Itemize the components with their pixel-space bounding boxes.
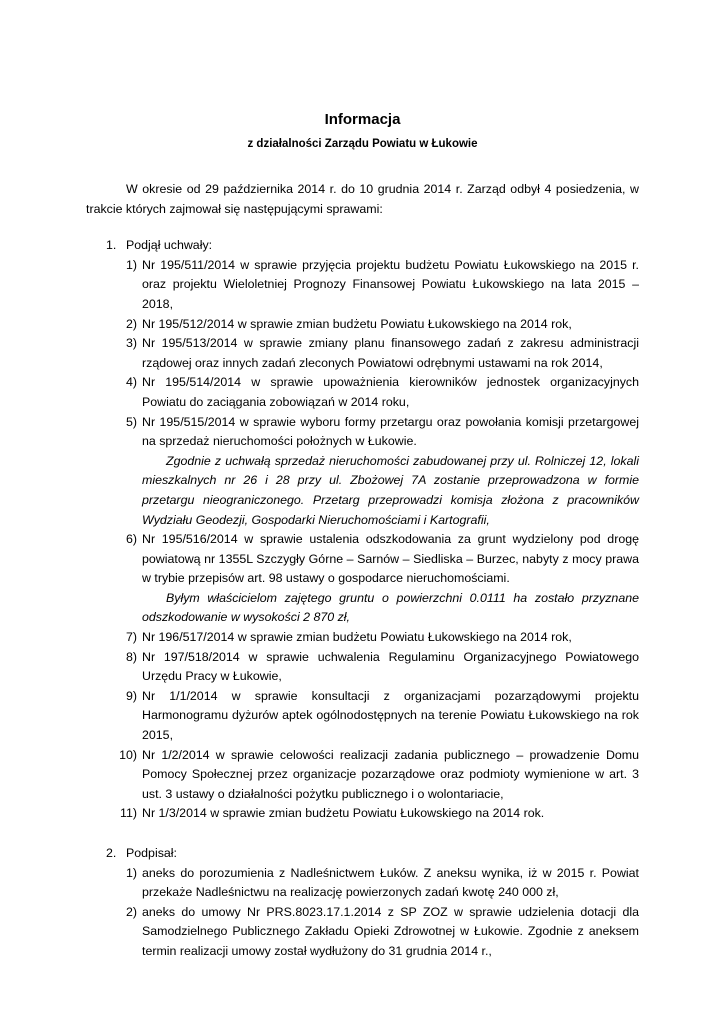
signed-list — [126, 864, 639, 962]
list-item-text: Nr 1/2/2014 w sprawie celowości realizacji zadania publicznego – prowadzenie Domu Pomocy Społecznej przez organizacje pozarządowe oraz podmioty wymienione w art. 3 ust. 3 ustawy o działalności pożytku publicznego i o wolontariacie, — [142, 747, 639, 801]
list-item-number: 5) — [125, 414, 137, 429]
list-item-text: aneks do umowy Nr PRS.8023.17.1.2014 z SP ZOZ w sprawie udzielenia dotacji dla Samodzielnego Publicznego Zakładu Opieki Zdrowotnej w Łukowie. Zgodnie z aneksem termin realizacji umowy został wydłużony do 31 grudnia 2014 r., — [142, 904, 639, 958]
list-item-text: Nr 195/512/2014 w sprawie zmian budżetu Powiatu Łukowskiego na 2014 rok, — [142, 316, 572, 331]
list-item — [119, 746, 639, 805]
section-signed — [86, 844, 639, 962]
list-item — [126, 648, 639, 687]
section-heading: Podjął uchwały: — [126, 238, 213, 253]
list-item — [126, 256, 639, 315]
list-item-number: 1) — [125, 257, 137, 272]
section-resolutions — [86, 236, 639, 824]
list-item-number: 3) — [125, 336, 137, 351]
list-item-number: 10) — [119, 747, 137, 762]
list-item-note: Zgodnie z uchwałą sprzedaż nieruchomości zabudowanej przy ul. Rolniczej 12, lokali mieszkalnych nr 26 i 28 przy ul. Zbożowej 7A zostanie przeprowadzona w formie przetargu nieograniczonego. Przetarg przeprowadzi komisja złożona z pracowników Wydziału Geodezji, Gospodarki Nieruchomościami i Kartografii, — [142, 453, 639, 527]
list-item-number: 6) — [125, 532, 137, 547]
list-item-number: 8) — [125, 649, 137, 664]
section-heading: Podpisał: — [126, 846, 177, 860]
document-title: Informacja — [324, 111, 401, 128]
list-item-text: Nr 195/511/2014 w sprawie przyjęcia projektu budżetu Powiatu Łukowskiego na 2015 r. oraz projektu Wieloletniej Prognozy Finansowej Powiatu Łukowskiego na lata 2015 – 2018, — [142, 257, 639, 311]
list-item — [120, 804, 639, 824]
list-item-note: Byłym właścicielom zajętego gruntu o powierzchni 0.0111 ha zostało przyznane odszkodowanie w wysokości 2 870 zł, — [142, 590, 639, 625]
list-item-number: 1) — [125, 865, 137, 880]
list-item-text: Nr 195/516/2014 w sprawie ustalenia odszkodowania za grunt wydzielony pod drogę powiatową nr 1355L Szczygły Górne – Sarnów – Siedliska – Burzec, nabyty z mocy prawa w trybie przepisów art. 98 ustawy o gospodarce nieruchomościami. — [142, 532, 639, 586]
document-subtitle: z działalności Zarządu Powiatu w Łukowie — [247, 138, 478, 150]
list-item — [126, 315, 639, 335]
list-item — [126, 530, 639, 628]
list-item-number: 2) — [125, 904, 137, 919]
document-page — [86, 110, 639, 962]
section-number: 2. — [106, 846, 117, 860]
intro-paragraph: W okresie od 29 października 2014 r. do 10 grudnia 2014 r. Zarząd odbył 4 posiedzenia, w trakcie których zajmował się następującymi sprawami: — [86, 182, 639, 216]
list-item-text: Nr 197/518/2014 w sprawie uchwalenia Regulaminu Organizacyjnego Powiatowego Urzędu Pracy w Łukowie, — [142, 649, 639, 684]
list-item — [126, 413, 639, 531]
list-item — [126, 864, 639, 903]
list-item — [126, 334, 639, 373]
list-item-text: Nr 195/515/2014 w sprawie wyboru formy przetargu oraz powołania komisji przetargowej na sprzedaż nieruchomości położnych w Łukowie. — [142, 414, 639, 449]
section-number: 1. — [106, 238, 117, 253]
list-item-text: Nr 1/3/2014 w sprawie zmian budżetu Powiatu Łukowskiego na 2014 rok. — [142, 806, 545, 821]
list-item-text: aneks do porozumienia z Nadleśnictwem Łuków. Z aneksu wynika, iż w 2015 r. Powiat przekaże Nadleśnictwu na realizację powierzonych zadań kwotę 240 000 zł, — [142, 865, 639, 900]
list-item-text: Nr 196/517/2014 w sprawie zmian budżetu Powiatu Łukowskiego na 2014 rok, — [142, 630, 572, 645]
list-item-text: Nr 1/1/2014 w sprawie konsultacji z organizacjami pozarządowymi projektu Harmonogramu dyżurów aptek ogólnodostępnych na terenie Powiatu Łukowskiego na rok 2015, — [142, 688, 639, 743]
list-item-number: 4) — [125, 375, 137, 390]
list-item — [126, 687, 639, 746]
list-item — [126, 903, 639, 962]
list-item-number: 9) — [125, 688, 137, 703]
list-item-number: 2) — [125, 316, 137, 331]
list-item-number: 7) — [125, 630, 137, 645]
list-item-number: 11) — [120, 806, 137, 821]
list-item-text: Nr 195/513/2014 w sprawie zmiany planu finansowego zadań z zakresu administracji rządowej oraz innych zadań zleconych Powiatowi odrębnymi ustawami na rok 2014, — [142, 336, 639, 370]
list-item-text: Nr 195/514/2014 w sprawie upoważnienia kierowników jednostek organizacyjnych Powiatu do zaciągania zobowiązań w 2014 roku, — [142, 375, 639, 409]
list-item — [126, 628, 639, 648]
list-item — [126, 373, 639, 412]
resolutions-list — [119, 256, 639, 824]
